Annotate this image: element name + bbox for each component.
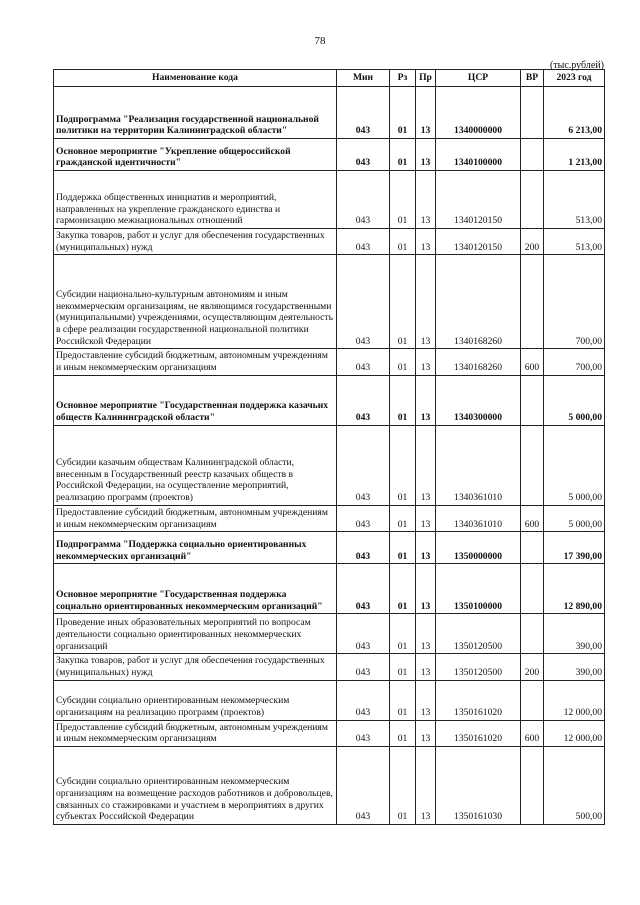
row-name: Субсидии казачьим обществам Калининградской области, внесенным в Государственный реестр казачьих обществ в Российской Федерации, на осуществление мероприятий, реализацию программ (проектов)	[54, 425, 337, 505]
header-vr: ВР	[521, 70, 544, 87]
page-number: 78	[314, 35, 326, 47]
table-row	[54, 229, 605, 255]
row-name: Предоставление субсидий бюджетным, автономным учреждениям и иным некоммерческим организациям	[54, 505, 337, 531]
row-csr: 1340168260	[436, 255, 521, 349]
table-row	[54, 171, 605, 229]
row-amount: 17 390,00	[544, 532, 605, 564]
row-amount: 5 000,00	[544, 375, 605, 425]
row-rz: 01	[390, 375, 416, 425]
table-row	[54, 747, 605, 825]
row-csr: 1340000000	[436, 87, 521, 139]
table-row	[54, 375, 605, 425]
table-row	[54, 614, 605, 654]
row-min: 043	[337, 564, 390, 614]
row-name: Основное мероприятие "Укрепление общероссийской гражданской идентичности"	[54, 139, 337, 171]
row-csr: 1340120150	[436, 171, 521, 229]
header-name: Наименование кода	[54, 70, 337, 87]
row-vr	[521, 614, 544, 654]
header-min: Мин	[337, 70, 390, 87]
row-vr	[521, 87, 544, 139]
row-rz: 01	[390, 349, 416, 375]
row-pr: 13	[416, 532, 436, 564]
row-name: Субсидии социально ориентированным некоммерческим организациям на возмещение расходов работников и добровольцев, связанных со стажировками и участием в мероприятиях в других субъектах Российской Федерации	[54, 747, 337, 825]
row-csr: 1350000000	[436, 532, 521, 564]
row-amount: 390,00	[544, 654, 605, 680]
row-amount: 1 213,00	[544, 139, 605, 171]
row-vr	[521, 375, 544, 425]
row-name: Субсидии социально ориентированным некоммерческим организациям на реализацию программ (проектов)	[54, 680, 337, 720]
header-rz: Рз	[390, 70, 416, 87]
row-rz: 01	[390, 747, 416, 825]
row-csr: 1350100000	[436, 564, 521, 614]
row-csr: 1340361010	[436, 505, 521, 531]
row-pr: 13	[416, 680, 436, 720]
row-rz: 01	[390, 255, 416, 349]
row-name: Закупка товаров, работ и услуг для обеспечения государственных (муниципальных) нужд	[54, 654, 337, 680]
row-min: 043	[337, 654, 390, 680]
row-rz: 01	[390, 139, 416, 171]
row-name: Подпрограмма "Поддержка социально ориентированных некоммерческих организаций"	[54, 532, 337, 564]
table-header-row	[54, 70, 605, 87]
table-body	[54, 87, 605, 825]
row-amount: 500,00	[544, 747, 605, 825]
row-pr: 13	[416, 654, 436, 680]
table-row	[54, 255, 605, 349]
row-min: 043	[337, 229, 390, 255]
row-amount: 513,00	[544, 229, 605, 255]
header-csr: ЦСР	[436, 70, 521, 87]
row-amount: 12 000,00	[544, 680, 605, 720]
row-pr: 13	[416, 229, 436, 255]
row-vr	[521, 680, 544, 720]
header-pr: Пр	[416, 70, 436, 87]
row-csr: 1340100000	[436, 139, 521, 171]
table-row	[54, 720, 605, 746]
table-row	[54, 654, 605, 680]
table-row	[54, 532, 605, 564]
row-vr: 600	[521, 349, 544, 375]
row-vr	[521, 171, 544, 229]
row-vr	[521, 564, 544, 614]
row-csr: 1350161020	[436, 680, 521, 720]
row-rz: 01	[390, 680, 416, 720]
row-amount: 513,00	[544, 171, 605, 229]
row-csr: 1340361010	[436, 425, 521, 505]
units-label: (тыс.рублей)	[549, 60, 604, 71]
row-amount: 12 890,00	[544, 564, 605, 614]
row-pr: 13	[416, 349, 436, 375]
table-row	[54, 139, 605, 171]
table-row	[54, 87, 605, 139]
row-name: Подпрограмма "Реализация государственной национальной политики на территории Калининградской области"	[54, 87, 337, 139]
row-pr: 13	[416, 564, 436, 614]
row-min: 043	[337, 747, 390, 825]
row-pr: 13	[416, 720, 436, 746]
row-csr: 1340300000	[436, 375, 521, 425]
row-csr: 1340120150	[436, 229, 521, 255]
row-rz: 01	[390, 505, 416, 531]
row-csr: 1350161030	[436, 747, 521, 825]
row-vr	[521, 532, 544, 564]
table-row	[54, 425, 605, 505]
row-amount: 12 000,00	[544, 720, 605, 746]
row-name: Предоставление субсидий бюджетным, автономным учреждениям и иным некоммерческим организациям	[54, 349, 337, 375]
row-pr: 13	[416, 139, 436, 171]
row-amount: 700,00	[544, 255, 605, 349]
row-pr: 13	[416, 425, 436, 505]
row-pr: 13	[416, 87, 436, 139]
row-pr: 13	[416, 747, 436, 825]
row-rz: 01	[390, 171, 416, 229]
budget-table	[53, 69, 605, 825]
row-vr	[521, 747, 544, 825]
row-min: 043	[337, 614, 390, 654]
row-vr: 600	[521, 720, 544, 746]
row-amount: 6 213,00	[544, 87, 605, 139]
row-vr	[521, 139, 544, 171]
row-min: 043	[337, 720, 390, 746]
row-rz: 01	[390, 532, 416, 564]
row-csr: 1350120500	[436, 654, 521, 680]
row-vr	[521, 255, 544, 349]
row-min: 043	[337, 171, 390, 229]
row-pr: 13	[416, 375, 436, 425]
table-row	[54, 505, 605, 531]
row-min: 043	[337, 532, 390, 564]
row-vr: 200	[521, 229, 544, 255]
row-csr: 1350120500	[436, 614, 521, 654]
row-rz: 01	[390, 614, 416, 654]
row-min: 043	[337, 505, 390, 531]
row-name: Субсидии национально-культурным автономиям и иным некоммерческим организациям, не являющимся государственными (муниципальными) учреждениями, осуществляющим деятельность в сфере реализации государственной национальной политики Российской Федерации	[54, 255, 337, 349]
row-name: Проведение иных образовательных мероприятий по вопросам деятельности социально ориентированных некоммерческих организаций	[54, 614, 337, 654]
table-row	[54, 680, 605, 720]
row-amount: 390,00	[544, 614, 605, 654]
row-min: 043	[337, 139, 390, 171]
row-min: 043	[337, 255, 390, 349]
row-min: 043	[337, 425, 390, 505]
row-name: Основное мероприятие "Государственная поддержка казачьих обществ Калининградской области"	[54, 375, 337, 425]
row-vr	[521, 425, 544, 505]
row-rz: 01	[390, 654, 416, 680]
row-csr: 1340168260	[436, 349, 521, 375]
row-pr: 13	[416, 171, 436, 229]
table-row	[54, 564, 605, 614]
row-rz: 01	[390, 720, 416, 746]
row-min: 043	[337, 349, 390, 375]
row-min: 043	[337, 680, 390, 720]
row-min: 043	[337, 87, 390, 139]
row-pr: 13	[416, 505, 436, 531]
row-rz: 01	[390, 229, 416, 255]
row-name: Основное мероприятие "Государственная поддержка социально ориентированных некоммерческим организаций"	[54, 564, 337, 614]
row-vr: 200	[521, 654, 544, 680]
row-pr: 13	[416, 614, 436, 654]
row-name: Поддержка общественных инициатив и мероприятий, направленных на укрепление гражданского единства и гармонизацию межнациональных отношений	[54, 171, 337, 229]
row-amount: 5 000,00	[544, 505, 605, 531]
row-rz: 01	[390, 87, 416, 139]
table-row	[54, 349, 605, 375]
row-csr: 1350161020	[436, 720, 521, 746]
row-rz: 01	[390, 564, 416, 614]
row-min: 043	[337, 375, 390, 425]
header-year: 2023 год	[544, 70, 605, 87]
row-amount: 5 000,00	[544, 425, 605, 505]
row-rz: 01	[390, 425, 416, 505]
row-pr: 13	[416, 255, 436, 349]
row-name: Закупка товаров, работ и услуг для обеспечения государственных (муниципальных) нужд	[54, 229, 337, 255]
row-amount: 700,00	[544, 349, 605, 375]
row-name: Предоставление субсидий бюджетным, автономным учреждениям и иным некоммерческим организациям	[54, 720, 337, 746]
row-vr: 600	[521, 505, 544, 531]
